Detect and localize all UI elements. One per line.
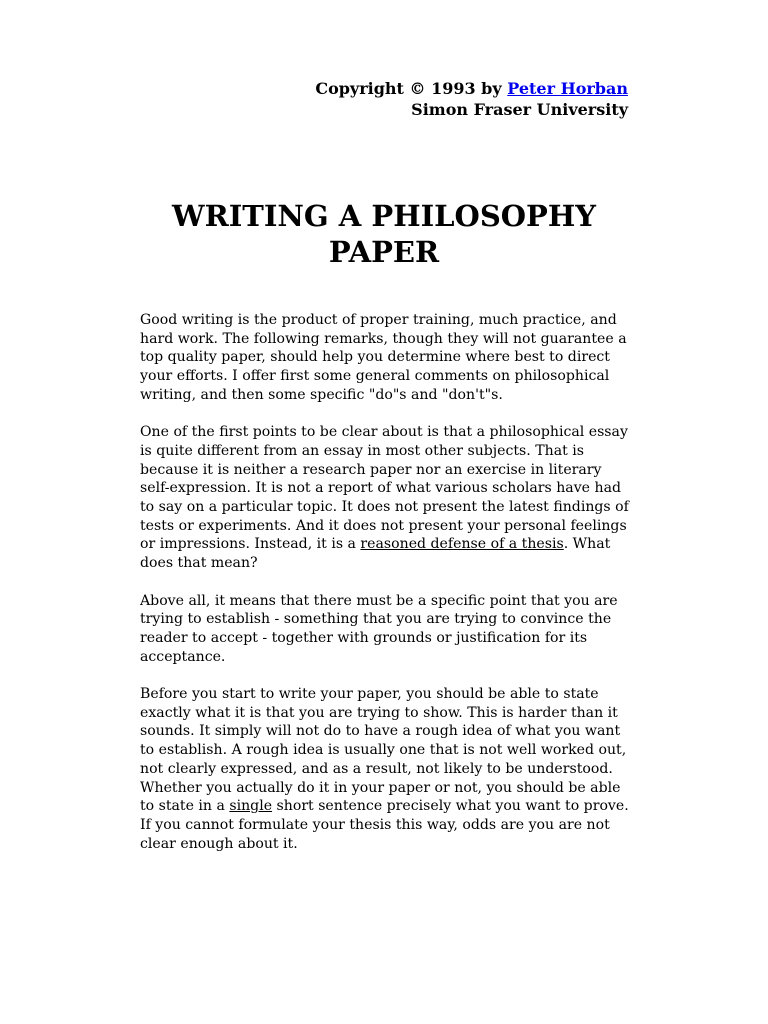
body-text (140, 311, 632, 872)
institution-line: Simon Fraser University (411, 100, 628, 119)
paragraph-1: Good writing is the product of proper training, much practice, and hard work. The following remarks, though they will not guarantee a top quality paper, should help you determine where best to direct your efforts. I offer first some general comments on philosophical writing, and then some specific "do"s and "don't"s. (140, 312, 627, 403)
title-line-2: PAPER (328, 235, 440, 269)
author-link[interactable]: Peter Horban (507, 79, 628, 98)
paragraph-2-text-a: One of the first points to be clear about is that a philosophical essay is quite different from an essay in most other subjects. That is because it is neither a research paper nor an exercise in literary self-expression. It is not a report of what various scholars have had to say on a particular topic. It does not present the latest findings of tests or experiments. And it does not present your personal feelings or impressions. Instead, it is a (140, 424, 629, 553)
copyright-header (128, 78, 628, 120)
paragraph-4-text-a: Before you start to write your paper, you should be able to state exactly what it is that you are trying to show. This is harder than it sounds. It simply will not do to have a rough idea of what you want to establish. A rough idea is usually one that is not well worked out, not clearly expressed, and as a result, not likely to be understood. Whether you actually do it in your paper or not, you should be able to state in a (140, 686, 627, 815)
copyright-text: Copyright © 1993 by (315, 79, 508, 98)
page-title (120, 198, 648, 270)
paragraph-4-text-b: short sentence precisely what you want to prove. If you cannot formulate your thesis this way, odds are you are not clear enough about it. (140, 798, 629, 852)
paragraph-3: Above all, it means that there must be a specific point that you are trying to establish - something that you are trying to convince the reader to accept - together with grounds or justification for its acceptance. (140, 592, 618, 665)
copyright-line (128, 78, 628, 99)
paragraph-2 (140, 423, 632, 573)
paragraph-4 (140, 685, 632, 853)
title-line-1: WRITING A PHILOSOPHY (172, 199, 596, 233)
paragraph-2-text-b: . What does that mean? (140, 536, 611, 572)
underlined-word: single (229, 798, 273, 815)
underlined-phrase: reasoned defense of a thesis (360, 536, 564, 553)
